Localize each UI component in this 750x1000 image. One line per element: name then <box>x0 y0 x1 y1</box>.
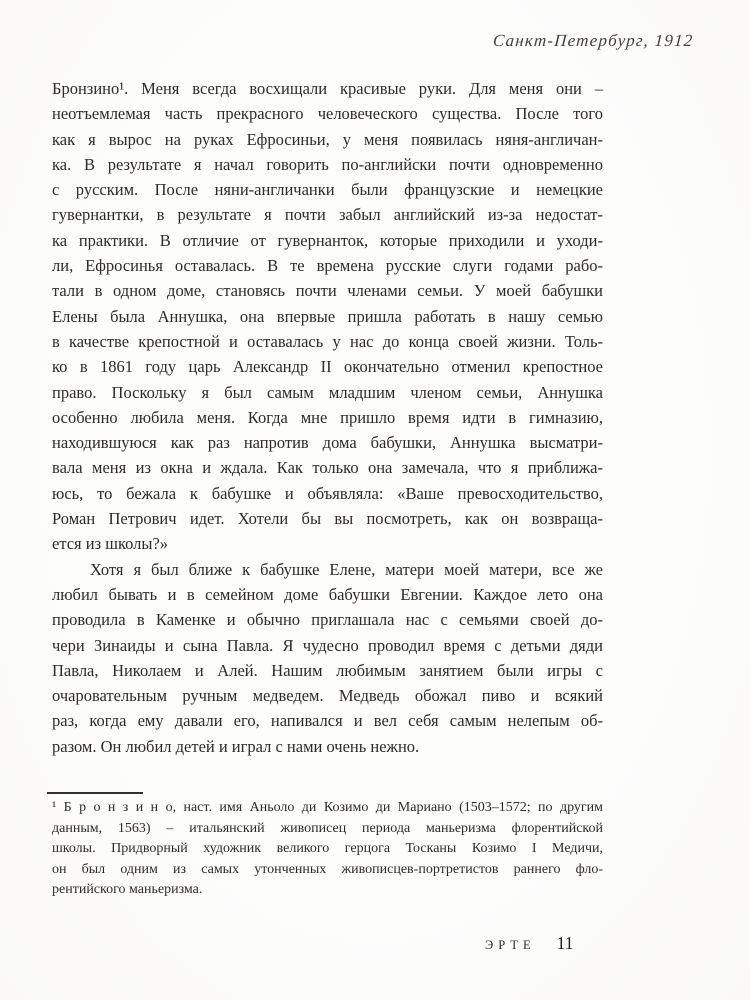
text-line: тали в одном доме, становясь почти членами семьи. У моей бабушки <box>52 281 603 301</box>
text-line: с русским. После няни-англичанки были французские и немецкие <box>52 180 603 200</box>
page-footer <box>485 933 574 954</box>
text-line: ется из школы?» <box>52 534 169 554</box>
footer-page-number: 11 <box>556 933 574 953</box>
text-line: вала меня из окна и ждала. Как только она замечала, что я приближа- <box>52 458 603 478</box>
text-line: в качестве крепостной и оставалась у нас до конца своей жизни. Толь- <box>52 331 603 351</box>
text-line: Павла, Николаем и Алей. Нашим любимым занятием были игры с <box>52 660 603 680</box>
text-line: Роман Петрович идет. Хотели бы вы посмотреть, как он возвраща- <box>52 509 603 529</box>
footer-book-title: ЭРТЕ <box>485 938 536 952</box>
text-line: ли, Ефросинья оставалась. В те времена русские слуги годами рабо- <box>52 256 603 276</box>
footnote-divider <box>47 792 143 794</box>
text-line: юсь, то бежала к бабушке и объявляла: «Ваше превосходительство, <box>52 483 603 503</box>
text-line: ка практики. В отличие от гувернанток, которые приходили и уходи- <box>52 230 603 250</box>
text-line: гувернантки, в результате я почти забыл английский из-за недостат- <box>52 205 603 225</box>
paragraph-1 <box>52 76 603 557</box>
text-line: разом. Он любил детей и играл с нами очень нежно. <box>52 736 420 756</box>
text-line: как я вырос на руках Ефросиньи, у меня появилась няня-англичан- <box>52 129 603 149</box>
text-line: очаровательным ручным медведем. Медведь обожал пиво и всякий <box>52 686 603 706</box>
text-line: находившуюся как раз напротив дома бабушки, Аннушка высматри- <box>52 433 603 453</box>
text-line: особенно любила меня. Когда мне пришло время идти в гимназию, <box>52 407 603 427</box>
text-line: право. Поскольку я был самым младшим членом семьи, Аннушка <box>52 382 603 402</box>
text-line: Елены была Аннушка, она впервые пришла работать в нашу семью <box>52 306 603 326</box>
text-line: проводила в Каменке и обычно приглашала нас с семьями своей до- <box>52 610 603 630</box>
text-line: чери Зинаиды и сына Павла. Я чудесно проводил время с детьми дяди <box>52 635 603 655</box>
text-line: любил бывать и в семейном доме бабушки Евгении. Каждое лето она <box>52 584 603 604</box>
text-line: Хотя я был ближе к бабушке Елене, матери моей матери, все же <box>90 559 603 579</box>
text-line: ¹ Б р о н з и н о, наст. имя Аньоло ди Козимо ди Мариано (1503–1572; по другим <box>52 800 603 815</box>
text-line: рентийского маньеризма. <box>52 882 203 898</box>
running-header: Санкт-Петербург, 1912 <box>491 31 694 50</box>
paragraph-2 <box>52 557 603 759</box>
text-line: ко в 1861 году царь Александр II окончательно отменил крепостное <box>52 357 603 377</box>
text-line: он был одним из самых утонченных живописцев-портретистов раннего фло- <box>52 861 603 877</box>
text-line: раз, когда ему давали его, напивался и вел себя самым нелепым об- <box>52 711 603 731</box>
text-line: данным, 1563) – итальянский живописец периода маньеризма флорентийской <box>52 820 603 836</box>
footnote-text <box>52 798 603 901</box>
text-line: ка. В результате я начал говорить по-английски почти одновременно <box>52 154 603 174</box>
main-text <box>52 76 603 759</box>
text-line: школы. Придворный художник великого герцога Тосканы Козимо I Медичи, <box>52 841 603 857</box>
text-line: Бронзино¹. Меня всегда восхищали красивые руки. Для меня они – <box>52 79 603 98</box>
text-line: неотъемлемая часть прекрасного человеческого существа. После того <box>52 104 603 124</box>
